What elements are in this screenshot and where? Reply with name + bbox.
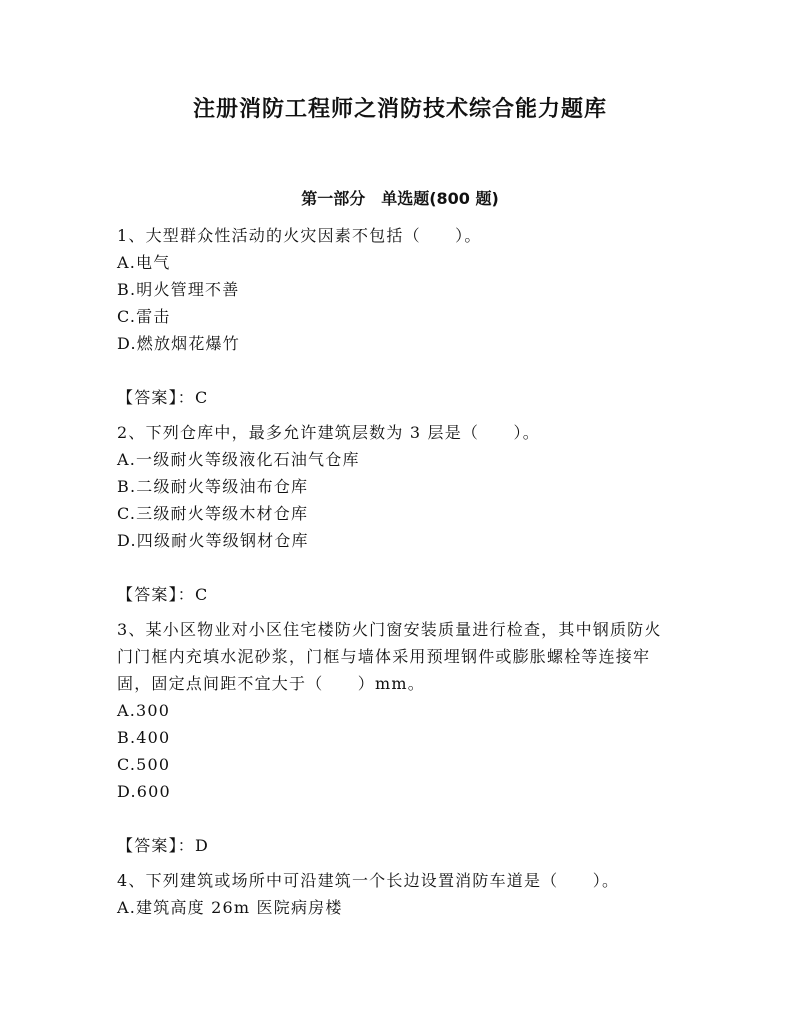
option-b: B.400 [117, 728, 171, 747]
option-d: D.600 [117, 782, 171, 801]
option-a: A.建筑高度 26m 医院病房楼 [117, 898, 343, 917]
question-stem: 4、下列建筑或场所中可沿建筑一个长边设置消防车道是（ ）。 [117, 871, 620, 890]
option-c: C.三级耐火等级木材仓库 [117, 504, 309, 523]
document-title: 注册消防工程师之消防技术综合能力题库 [192, 97, 607, 122]
question-item [117, 616, 677, 859]
answer-value: C [195, 585, 209, 604]
option-b: B.明火管理不善 [117, 280, 240, 299]
section-heading: 第一部分 单选题(800 题) [301, 189, 499, 208]
question-item [117, 867, 677, 921]
question-item [117, 419, 677, 608]
option-a: A.电气 [117, 253, 171, 272]
answer-label: 【答案】： [117, 388, 196, 407]
option-a: A.一级耐火等级液化石油气仓库 [117, 450, 360, 469]
answer-label: 【答案】： [117, 585, 196, 604]
option-c: C.雷击 [117, 307, 171, 326]
question-stem: 2、下列仓库中，最多允许建筑层数为 3 层是（ ）。 [117, 423, 540, 442]
answer-line [117, 832, 677, 859]
answer-value: C [195, 388, 209, 407]
question-stem: 1、大型群众性活动的火灾因素不包括（ ）。 [117, 226, 482, 245]
option-c: C.500 [117, 755, 171, 774]
answer-value: D [195, 836, 210, 855]
answer-line [117, 384, 677, 411]
option-d: D.燃放烟花爆竹 [117, 334, 240, 353]
question-list [117, 222, 677, 921]
option-b: B.二级耐火等级油布仓库 [117, 477, 309, 496]
question-item [117, 222, 677, 411]
answer-line [117, 581, 677, 608]
answer-label: 【答案】： [117, 836, 196, 855]
option-a: A.300 [117, 701, 171, 720]
question-stem: 3、某小区物业对小区住宅楼防火门窗安装质量进行检查，其中钢质防火门门框内充填水泥砂浆，门框与墙体采用预埋钢件或膨胀螺栓等连接牢固，固定点间距不宜大于（ ）mm。 [117, 620, 662, 693]
option-d: D.四级耐火等级钢材仓库 [117, 531, 309, 550]
